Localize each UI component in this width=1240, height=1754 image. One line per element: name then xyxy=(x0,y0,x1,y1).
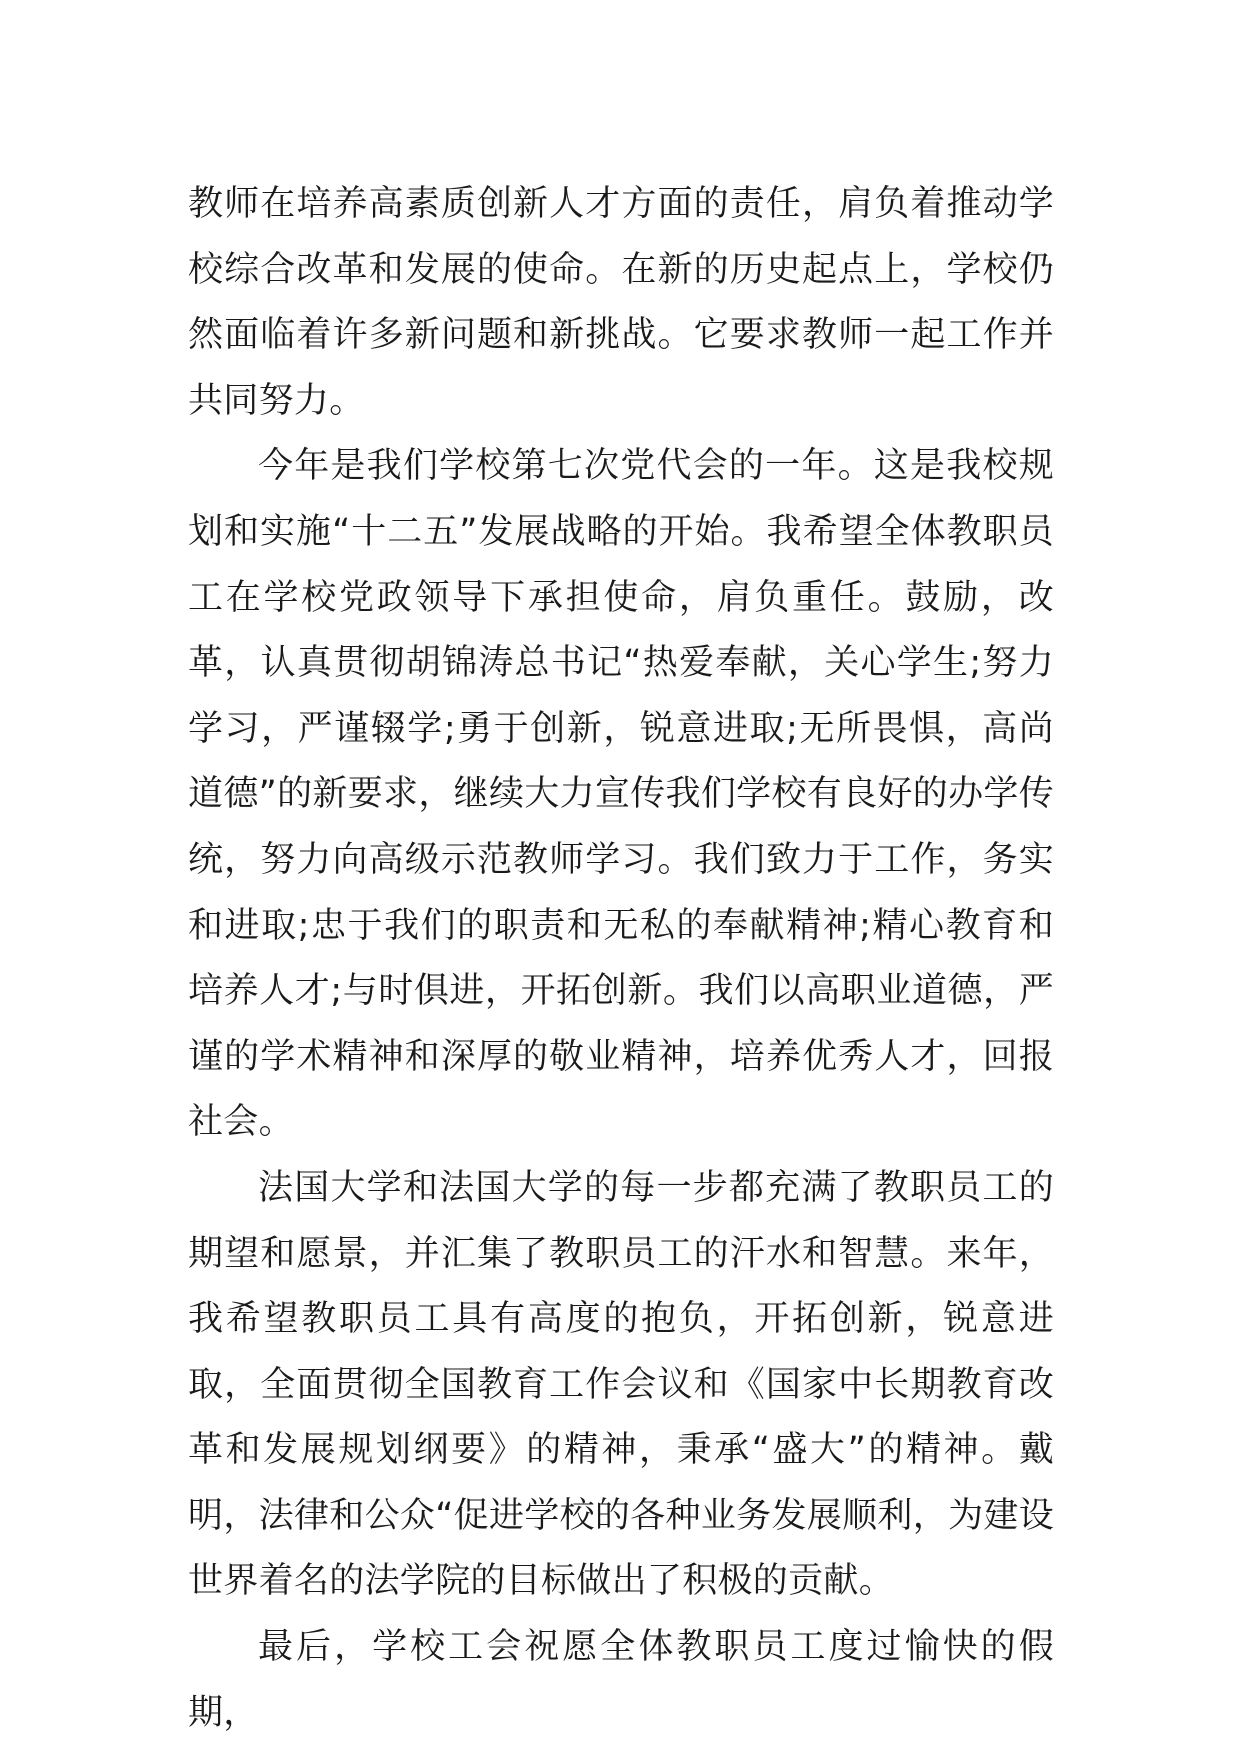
paragraph-3: 法国大学和法国大学的每一步都充满了教职员工的期望和愿景，并汇集了教职员工的汗水和智慧。来年，我希望教职员工具有高度的抱负，开拓创新，锐意进取，全面贯彻全国教育工作会议和《国家中长期教育改革和发展规划纲要》的精神，秉承“盛大”的精神。戴明，法律和公众“促进学校的各种业务发展顺利，为建设世界着名的法学院的目标做出了积极的贡献。 xyxy=(188,1167,1054,1602)
paragraph-4: 最后，学校工会祝愿全体教职员工度过愉快的假期， xyxy=(188,1627,1054,1733)
paragraph-2: 今年是我们学校第七次党代会的一年。这是我校规划和实施“十二五”发展战略的开始。我希望全体教职员工在学校党政领导下承担使命，肩负重任。鼓励，改革，认真贯彻胡锦涛总书记“热爱奉献，关心学生;努力学习，严谨辍学;勇于创新，锐意进取;无所畏惧，高尚道德”的新要求，继续大力宣传我们学校有良好的办学传统，努力向高级示范教师学习。我们致力于工作，务实和进取;忠于我们的职责和无私的奉献精神;精心教育和培养人才;与时俱进，开拓创新。我们以高职业道德，严谨的学术精神和深厚的敬业精神，培养优秀人才，回报社会。 xyxy=(188,446,1054,1143)
document-body xyxy=(188,172,1054,1746)
paragraph-1: 教师在培养高素质创新人才方面的责任，肩负着推动学校综合改革和发展的使命。在新的历史起点上，学校仍然面临着许多新问题和新挑战。它要求教师一起工作并共同努力。 xyxy=(188,184,1054,421)
